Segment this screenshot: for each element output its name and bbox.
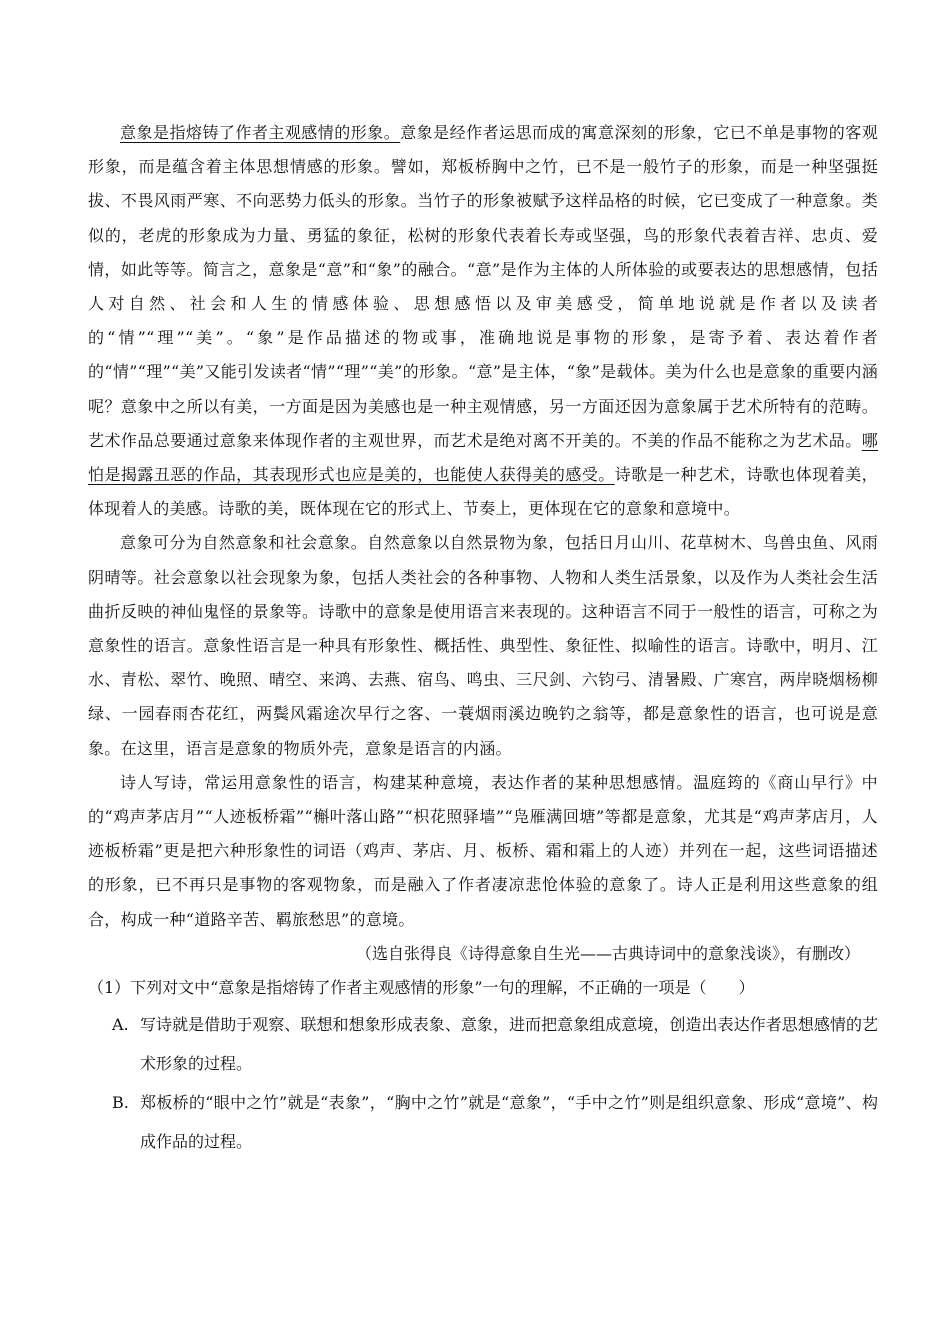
paragraph-2: 意象可分为自然意象和社会意象。自然意象以自然景物为象，包括日月山川、花草树木、鸟兽虫鱼、风雨阴晴等。社会意象以社会现象为象，包括人类社会的各种事物、人物和人类生活景象，以及作为人类社会生活曲折反映的神仙鬼怪的景象等。诗歌中的意象是使用语言来表现的。这种语言不同于一般性的语言，可称之为意象性的语言。意象性语言是一种具有形象性、概括性、典型性、象征性、拟喻性的语言。诗歌中，明月、江水、青松、翠竹、晚照、晴空、来鸿、去燕、宿鸟、鸣虫、三尺剑、六钧弓、清暑殿、广寒宫，两岸晓烟杨柳绿、一园春雨杏花红，两鬓风霜途次早行之客、一蓑烟雨溪边晚钓之翁等，都是意象性的语言，也可说是意象。在这里，语言是意象的物质外壳，意象是语言的内涵。 <box>88 533 878 758</box>
paragraph-3: 诗人写诗，常运用意象性的语言，构建某种意境，表达作者的某种思想感情。温庭筠的《商山早行》中的“鸡声茅店月”“人迹板桥霜”“槲叶落山路”“枳花照驿墙”“凫雁满回塘”等都是意象，尤其是“鸡声茅店月，人迹板桥霜”更是把六种形象性的词语（鸡声、茅店、月、板桥、霜和霜上的人迹）并列在一起，这些词语描述的形象，已不再只是事物的客观物象，而是融入了作者凄凉悲怆体验的意象了。诗人正是利用这些意象的组合，构成一种“道路辛苦、羁旅愁思”的意境。 <box>88 772 878 929</box>
option-a <box>88 1005 878 1083</box>
option-b-letter: B. <box>112 1093 129 1113</box>
option-b <box>88 1083 878 1161</box>
option-a-text: 写诗就是借助于观察、联想和想象形成表象、意象，进而把意象组成意境，创造出表达作者思想感情的艺术形象的过程。 <box>140 1015 878 1074</box>
paragraph-1 <box>88 116 878 526</box>
option-b-text: 郑板桥的“眼中之竹”就是“表象”，“胸中之竹”就是“意象”，“手中之竹”则是组织意象、形成“意境”、构成作品的过程。 <box>140 1093 878 1152</box>
option-a-letter: A. <box>112 1015 129 1035</box>
document-page <box>88 116 878 1161</box>
paragraph-1-text-a: 意象是经作者运思而成的寓意深刻的形象，它已不单是事物的客观形象，而是蕴含着主体思想情感的形象。譬如，郑板桥胸中之竹，已不是一般竹子的形象，而是一种坚强挺拔、不畏风雨严寒、不向恶势力低头的形象。当竹子的形象被赋予这样品格的时候，它已变成了一种意象。类似的，老虎的形象成为力量、勇猛的象征，松树的形象代表着长寿或坚强，鸟的形象代表着吉祥、忠贞、爱情，如此等等。简言之，意象是“意”和“象”的融合。“意”是作为主体的人所体验的或要表达的思想感情，包括人对自然、社会和人生的情感体验、思想感悟以及审美感受，简单地说就是作者以及读者的“情”“理”“美”。“象”是作品描述的物或事，准确地说是事物的形象，是寄予着、表达着作者的“情”“理”“美”又能引发读者“情”“理”“美”的形象。“意”是主体，“象”是载体。美为什么也是意象的重要内涵呢？意象中之所以有美，一方面是因为美感也是一种主观情感，另一方面还因为意象属于艺术所特有的范畴。艺术作品总要通过意象来体现作者的主观世界，而艺术是绝对离不开美的。不美的作品不能称之为艺术品。 <box>88 123 878 450</box>
underlined-sentence-2: 哪怕是揭露丑恶的作品，其表现形式也应是美的，也能使人获得美的感受。 <box>88 430 878 485</box>
paragraph-1-text-b: 诗歌是一种艺术，诗歌也体现着美，体现着人的美感。诗歌的美，既体现在它的形式上、节奏上，更体现在它的意象和意境中。 <box>88 465 878 519</box>
source-citation: （选自张得良《诗得意象自生光——古典诗词中的意象浅谈》，有删改） <box>355 943 860 963</box>
question-stem: （1）下列对文中“意象是指熔铸了作者主观感情的形象”一句的理解，不正确的一项是（ ） <box>88 978 755 998</box>
underlined-sentence-1: 意象是指熔铸了作者主观感情的形象。 <box>120 123 401 142</box>
